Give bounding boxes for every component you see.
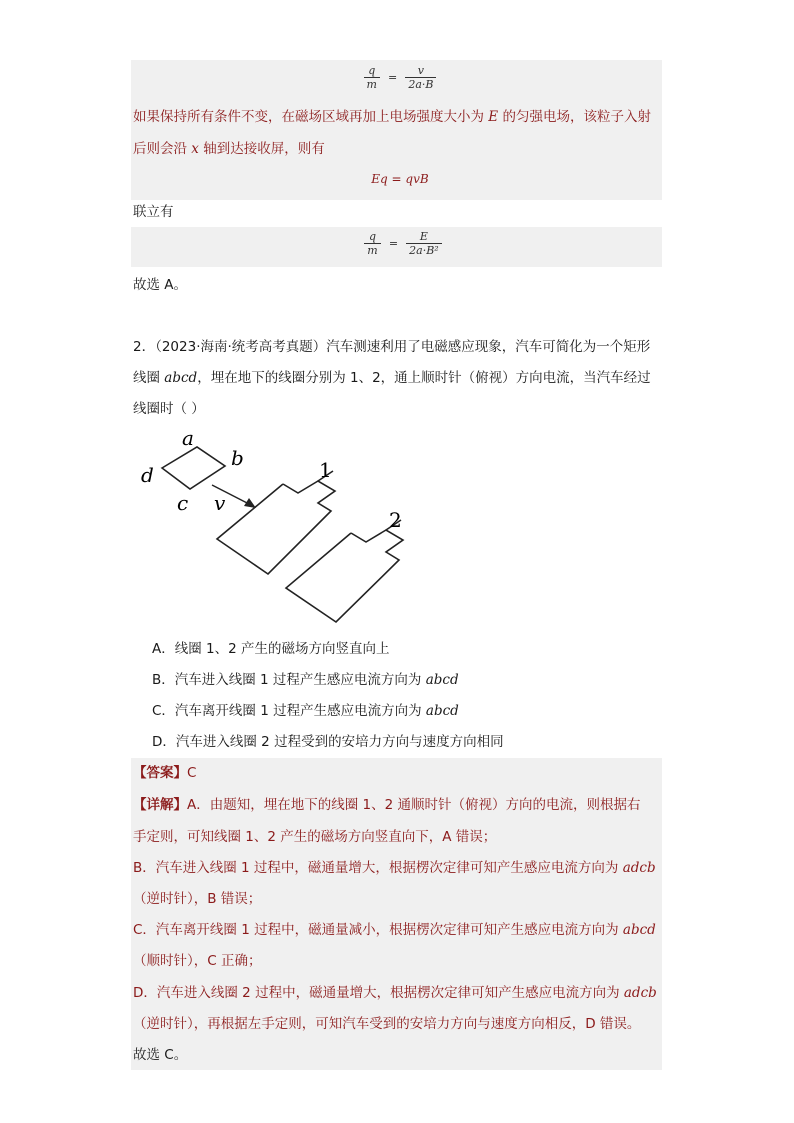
- answer-line: 【答案】C: [133, 765, 197, 781]
- option-b[interactable]: B．汽车进入线圈 1 过程产生感应电流方向为 abcd: [152, 672, 459, 688]
- coil-2-label: 2: [389, 508, 402, 532]
- label-v: v: [214, 491, 226, 515]
- combine-text: 联立有: [133, 204, 174, 220]
- text-line-1: 如果保持所有条件不变，在磁场区域再加上电场强度大小为 E 的匀强电场，该粒子入射: [133, 109, 651, 125]
- detail-line-2: 手定则，可知线圈 1、2 产生的磁场方向竖直向下，A 错误；: [133, 829, 497, 845]
- option-c[interactable]: C．汽车离开线圈 1 过程产生感应电流方向为 abcd: [152, 703, 459, 719]
- question-line-2: 线圈 abcd，埋在地下的线圈分别为 1、2，通上顺时针（俯视）方向电流，当汽车经过: [133, 370, 651, 386]
- detail-line-1: 【详解】A．由题知，埋在地下的线圈 1、2 通顺时针（俯视）方向的电流，则根据右: [133, 797, 641, 813]
- question-line-3: 线圈时（ ）: [133, 401, 205, 417]
- choose-a-text: 故选 A。: [133, 277, 188, 293]
- equation-2: Eq = qvB: [371, 172, 429, 186]
- coil-1-label: 1: [319, 458, 332, 482]
- text-line-2: 后则会沿 x 轴到达接收屏，则有: [133, 141, 325, 157]
- coil-diagram: [133, 425, 433, 625]
- detail-line-6: （顺时针），C 正确；: [133, 953, 262, 969]
- coil-2: [286, 530, 403, 622]
- equation-1: $\frac{q}{m}$ = $\frac{v}{2a\cdot B}$: [360, 64, 440, 91]
- detail-line-8: （逆时针），再根据左手定则，可知汽车受到的安培力方向与速度方向相反，D 错误。: [133, 1016, 641, 1032]
- detail-line-5: C．汽车离开线圈 1 过程中，磁通量减小，根据楞次定律可知产生感应电流方向为 abcd: [133, 922, 656, 938]
- label-d: d: [141, 463, 154, 487]
- label-c: c: [177, 491, 189, 515]
- question-line-1: 2．（2023·海南·统考高考真题）汽车测速利用了电磁感应现象，汽车可简化为一个矩形: [133, 339, 651, 355]
- car-loop: [162, 447, 225, 489]
- equation-3: $\frac{q}{m}$ = $\frac{E}{\text{2a·B²}}$: [358, 230, 448, 257]
- label-a: a: [182, 426, 194, 450]
- detail-line-3: B．汽车进入线圈 1 过程中，磁通量增大，根据楞次定律可知产生感应电流方向为 adcb: [133, 860, 656, 876]
- label-b: b: [231, 446, 244, 470]
- detail-line-9: 故选 C。: [133, 1047, 188, 1063]
- detail-line-7: D．汽车进入线圈 2 过程中，磁通量增大，根据楞次定律可知产生感应电流方向为 adcb: [133, 985, 657, 1001]
- option-d[interactable]: D．汽车进入线圈 2 过程受到的安培力方向与速度方向相同: [152, 734, 504, 750]
- coil-1: [217, 481, 335, 574]
- detail-line-4: （逆时针），B 错误；: [133, 891, 262, 907]
- option-a[interactable]: A．线圈 1、2 产生的磁场方向竖直向上: [152, 641, 390, 657]
